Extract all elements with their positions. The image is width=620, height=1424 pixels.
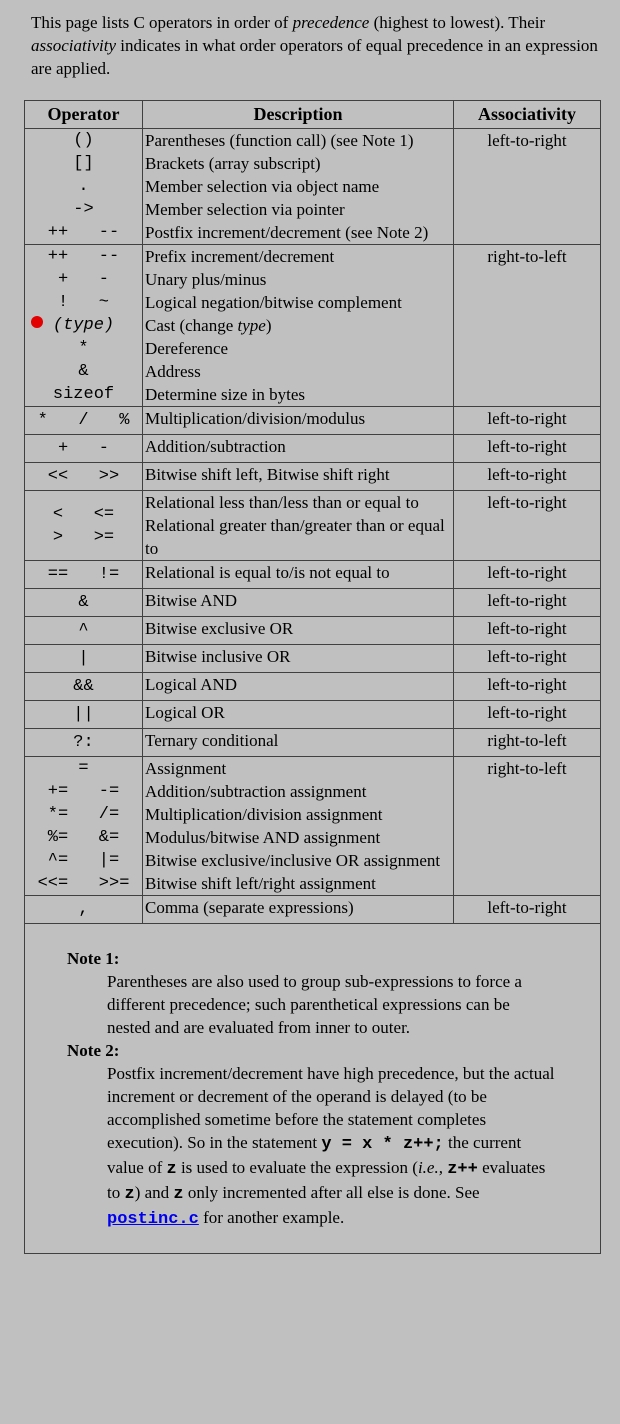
table-body: [25, 129, 601, 1254]
description: Unary plus/minus: [145, 270, 267, 289]
description: Logical negation/bitwise complement: [145, 293, 402, 312]
description: Postfix increment/decrement (see Note 2): [145, 223, 429, 242]
operator: |: [78, 649, 89, 668]
description: Relational greater than/greater than or equal to: [145, 516, 445, 558]
intro-part2: (highest to lowest). Their: [369, 13, 546, 32]
operator: <<= >>=: [37, 874, 130, 893]
description-cell: Bitwise inclusive OR: [143, 645, 454, 673]
description: Address: [145, 362, 201, 381]
table-row: [25, 407, 601, 435]
operator-cell: [25, 435, 143, 463]
operator-cell: [25, 729, 143, 757]
operator-cell: [25, 896, 143, 924]
operator-cell: [25, 617, 143, 645]
operator-cell: [25, 129, 143, 245]
cast-type-word: type: [237, 316, 266, 335]
description-cell: Bitwise shift left, Bitwise shift right: [143, 463, 454, 491]
description: Prefix increment/decrement: [145, 247, 335, 266]
intro-part1: This page lists C operators in order of: [31, 13, 293, 32]
description-cell: Bitwise AND: [143, 589, 454, 617]
description-cell: Addition/subtraction: [143, 435, 454, 463]
intro-part3: indicates in what order operators of equal precedence in an expression are applied.: [31, 36, 598, 78]
description-cell: Bitwise exclusive OR: [143, 617, 454, 645]
associativity-cell: right-to-left: [454, 245, 601, 407]
note2-code: z: [124, 1185, 135, 1204]
header-operator: Operator: [25, 101, 143, 129]
description: Member selection via pointer: [145, 200, 345, 219]
description-cell: [143, 129, 454, 245]
header-row: [25, 101, 601, 129]
note2-title: Note 2:: [67, 1041, 120, 1060]
operator: ^: [78, 621, 89, 640]
description: Bitwise shift left/right assignment: [145, 874, 376, 893]
operator-cell: [25, 673, 143, 701]
operator: < <=: [52, 504, 115, 524]
associativity-cell: left-to-right: [454, 896, 601, 924]
table-row: [25, 701, 601, 729]
table-row: [25, 245, 601, 407]
description-cell: Relational is equal to/is not equal to: [143, 561, 454, 589]
associativity-cell: left-to-right: [454, 701, 601, 729]
operator: %= &=: [47, 828, 120, 847]
operator: ||: [73, 705, 94, 724]
associativity-cell: right-to-left: [454, 729, 601, 757]
notes-row: [25, 924, 601, 1254]
description: Addition/subtraction assignment: [145, 782, 367, 801]
table-row: [25, 617, 601, 645]
header-description: Description: [143, 101, 454, 129]
description: Assignment: [145, 759, 227, 778]
description: Relational less than/less than or equal to: [145, 493, 419, 512]
note1-body: Parentheses are also used to group sub-expressions to force a different precedence; such parenthetical expressions can be nested and are evaluated from inner to outer.: [107, 972, 522, 1037]
description: Member selection via object name: [145, 177, 380, 196]
operator: << >>: [47, 467, 120, 486]
operator: ++ --: [47, 223, 120, 242]
operator: ! ~: [57, 293, 109, 312]
operator: (): [73, 131, 94, 150]
table-row: [25, 896, 601, 924]
description: Parentheses (function call) (see Note 1): [145, 131, 414, 150]
note2-body: [67, 1062, 557, 1231]
note2-text: the current value of: [107, 1133, 522, 1177]
description: Dereference: [145, 339, 229, 358]
note1-title: Note 1:: [67, 949, 120, 968]
operator: ^= |=: [47, 851, 120, 870]
table-row: [25, 463, 601, 491]
operator-cell: [25, 245, 143, 407]
description-cell: [143, 245, 454, 407]
operator-cell: [25, 463, 143, 491]
associativity-cell: left-to-right: [454, 463, 601, 491]
operator-precedence-table: [24, 100, 601, 1254]
operator: .: [78, 177, 89, 196]
description: Multiplication/division assignment: [145, 805, 383, 824]
description-cell: [143, 491, 454, 561]
associativity-cell: left-to-right: [454, 435, 601, 463]
note2-ie: i.e.,: [417, 1158, 443, 1177]
notes-cell: [25, 924, 601, 1254]
note2-text: ) and: [134, 1183, 174, 1202]
note2-code: z++: [447, 1160, 478, 1179]
operator: == !=: [47, 565, 120, 584]
associativity-cell: left-to-right: [454, 589, 601, 617]
operator-cell: [25, 491, 143, 561]
operator: =: [78, 759, 89, 778]
description-cell: [143, 757, 454, 896]
operator: ++ --: [47, 247, 120, 266]
operator-cell: [25, 757, 143, 896]
operator-cell: [25, 407, 143, 435]
associativity-cell: left-to-right: [454, 129, 601, 245]
description: Brackets (array subscript): [145, 154, 321, 173]
operator: + -: [57, 439, 109, 458]
note2-text: evaluates to: [107, 1158, 546, 1202]
operator: *= /=: [47, 805, 120, 824]
operator: *: [78, 339, 89, 358]
operator: &&: [73, 677, 94, 696]
intro-paragraph: [31, 11, 601, 80]
description-cell: Logical AND: [143, 673, 454, 701]
table-row: [25, 561, 601, 589]
operator: []: [73, 154, 94, 173]
operator: ?:: [73, 733, 94, 752]
table-row: [25, 129, 601, 245]
operator: &: [78, 593, 89, 612]
intro-em-associativity: associativity: [31, 36, 116, 55]
table-row: [25, 589, 601, 617]
associativity-cell: left-to-right: [454, 491, 601, 561]
note2-text: Postfix increment/decrement have high precedence, but the actual increment or decrement of the operand is delayed (to be accomplished sometime before the statement completes execution). So in the statement: [107, 1064, 555, 1152]
operator: &: [78, 362, 89, 381]
operator: sizeof: [52, 385, 115, 404]
associativity-cell: left-to-right: [454, 645, 601, 673]
description-cell: Multiplication/division/modulus: [143, 407, 454, 435]
associativity-cell: left-to-right: [454, 561, 601, 589]
table-row: [25, 757, 601, 896]
note2-code: z: [173, 1185, 184, 1204]
operator: + -: [57, 270, 109, 289]
description: Bitwise exclusive/inclusive OR assignment: [145, 851, 441, 870]
operator: += -=: [47, 782, 120, 801]
note2-text: is used to evaluate the expression (: [176, 1158, 418, 1177]
note2-text: only incremented after all else is done. See: [183, 1183, 480, 1202]
operator-cast: (type): [52, 316, 115, 335]
associativity-cell: left-to-right: [454, 617, 601, 645]
note2-text: for another example.: [198, 1208, 345, 1227]
operator-cell: [25, 561, 143, 589]
postinc-link[interactable]: postinc.c: [107, 1210, 199, 1229]
note2-code: y = x * z++;: [321, 1135, 444, 1154]
header-associativity: Associativity: [454, 101, 601, 129]
description-cell: Logical OR: [143, 701, 454, 729]
table-row: [25, 729, 601, 757]
description-cell: Comma (separate expressions): [143, 896, 454, 924]
associativity-cell: right-to-left: [454, 757, 601, 896]
description: Modulus/bitwise AND assignment: [145, 828, 381, 847]
description: Cast (change type): [145, 316, 272, 335]
operator-cell: [25, 701, 143, 729]
note2-code: z: [166, 1160, 177, 1179]
operator-cell: [25, 589, 143, 617]
table-row: [25, 673, 601, 701]
table-row: [25, 491, 601, 561]
intro-em-precedence: precedence: [292, 13, 370, 32]
description: Determine size in bytes: [145, 385, 306, 404]
table-row: [25, 435, 601, 463]
operator: ->: [73, 200, 94, 219]
operator: * / %: [37, 411, 130, 430]
operator-cell: [25, 645, 143, 673]
intro-text: [31, 11, 601, 80]
operator: ,: [78, 900, 89, 919]
description-cell: Ternary conditional: [143, 729, 454, 757]
table-row: [25, 645, 601, 673]
red-bullet-marker: [31, 316, 43, 328]
associativity-cell: left-to-right: [454, 407, 601, 435]
operator: > >=: [52, 527, 115, 547]
associativity-cell: left-to-right: [454, 673, 601, 701]
